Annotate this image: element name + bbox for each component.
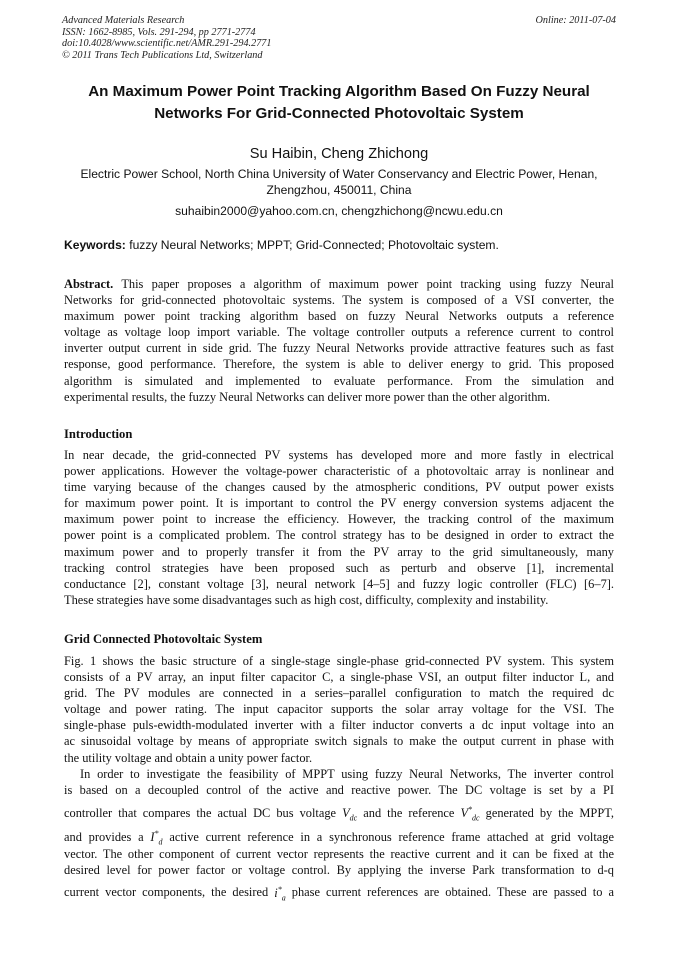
- grid-line: current vector components, the desired $i^*_a$ phase current references are obtained. These are passed to a: [64, 884, 614, 902]
- abstract-line: Abstract. This paper proposes a algorithm of maximum power point tracking using fuzzy Neural: [64, 277, 615, 291]
- grid-line: desired level for power factor or voltage control. By applying the inverse Park transformation to d-q: [64, 863, 614, 878]
- grid-section-heading: Grid Connected Photovoltaic System: [64, 632, 263, 646]
- affiliation: [62, 167, 616, 198]
- grid-line: In order to investigate the feasibility of MPPT using fuzzy Neural Networks, The inverter control: [80, 767, 614, 781]
- copyright-line: © 2011 Trans Tech Publications Ltd, Switzerland: [62, 49, 263, 61]
- grid-paragraph-2: [64, 766, 614, 900]
- keywords-text: fuzzy Neural Networks; MPPT; Grid-Connected; Photovoltaic system.: [129, 238, 499, 252]
- abstract-line: inverter output current in side grid. The fuzzy Neural Networks provide attractive features such as fast: [64, 341, 614, 356]
- introduction-heading: Introduction: [64, 427, 133, 441]
- abstract-line: response, good performance. Therefore, the system is able to deliver energy to grid. This proposed: [64, 357, 614, 372]
- grid-line: the utility voltage and obtain a unity power factor.: [64, 750, 313, 765]
- grid-line: is based on a decoupled control of the active and reactive power. The DC voltage is set by a PI: [64, 783, 614, 798]
- introduction-paragraph: [64, 447, 614, 608]
- abstract-line: experimental results, the fuzzy Neural Networks can deliver more power than the other algorithm.: [64, 389, 551, 404]
- author-emails: suhaibin2000@yahoo.com.cn, chengzhichong@ncwu.edu.cn: [175, 204, 503, 218]
- affiliation-line-1: Electric Power School, North China University of Water Conservancy and Electric Power, Henan,: [80, 167, 598, 181]
- intro-line: power point is a complicated problem. The control strategy has to be designed in order to extract the: [64, 528, 614, 543]
- grid-line: single-phase puls-ewidth-modulated inverter with a filter inductor converts a dc input voltage into an: [64, 718, 614, 733]
- abstract-line: Networks for grid-connected photovoltaic systems. The system is composed of a VSI converter, the: [64, 293, 614, 308]
- abstract-line: algorithm is simulated and implemented to evaluate performance. From the simulation and: [64, 373, 614, 388]
- intro-line: These strategies have some disadvantages such as high cost, difficulty, complexity and instability.: [64, 592, 549, 607]
- ia-reference-symbol: $i^*_a$: [274, 884, 286, 902]
- grid-line: vector. The other component of current vector represents the reactive current and it can be fixed at the: [64, 847, 614, 862]
- abstract: [64, 276, 614, 405]
- intro-line: In near decade, the grid-connected PV systems has developed more and more fastly in electrical: [64, 448, 614, 462]
- abstract-line: voltage as voltage loop import variable. The voltage controller outputs a reference current to control: [64, 325, 614, 340]
- grid-line: grid. The PV modules are connected in a series–parallel configuration to match the required dc: [64, 686, 614, 701]
- grid-line: ac sinusoidal voltage by means of appropriate switch signals to make the output current in phase with: [64, 734, 614, 749]
- vdc-symbol: $V_{dc}$: [342, 806, 358, 823]
- vdc-reference-symbol: $V^*_{dc}$: [460, 805, 480, 823]
- id-reference-symbol: $I^*_d$: [150, 829, 163, 847]
- intro-line: for maximum power point. It is important to control the PV energy conversion systems adjacent the: [64, 496, 614, 511]
- issn-line: ISSN: 1662-8985, Vols. 291-294, pp 2771-2774: [62, 26, 256, 38]
- intro-line: tracking control strategies have been proposed such as perturb and observe [1], incremental: [64, 560, 614, 575]
- journal-name: Advanced Materials Research: [62, 15, 185, 26]
- online-date: Online: 2011-07-04: [535, 15, 616, 26]
- grid-line: voltage and power rating. The input capacitor supports the solar array voltage for the VSI. The: [64, 702, 614, 717]
- title-line-2: Networks For Grid-Connected Photovoltaic System: [154, 105, 524, 122]
- affiliation-line-2: Zhengzhou, 450011, China: [266, 182, 412, 197]
- title-line-1: An Maximum Power Point Tracking Algorithm Based On Fuzzy Neural: [88, 83, 590, 100]
- authors: Su Haibin, Cheng Zhichong: [249, 146, 429, 162]
- intro-line: maximum power and to properly transfer it from the PV array to the grid simultaneously, many: [64, 544, 614, 559]
- intro-line: conductance [2], constant voltage [3], neural network [4–5] and fuzzy logic controller (FLC) [6–7].: [64, 576, 614, 591]
- keywords: [64, 238, 614, 253]
- grid-line: and provides a $I^*_d$ active current reference in a synchronous reference frame attached at grid voltage: [64, 829, 614, 847]
- grid-paragraph-1: [64, 653, 614, 766]
- paper-title: [50, 81, 628, 125]
- journal-header: [62, 15, 271, 61]
- abstract-line: maximum power point tracking algorithm based on fuzzy Neural Networks outputs a reference: [64, 309, 614, 324]
- intro-line: time varying because of the changes caused by the atmospheric conditions, PV output power exists: [64, 480, 614, 495]
- intro-line: power applications. However the voltage-power characteristic of a photovoltaic array is nonlinear and: [64, 464, 614, 479]
- doi-line: doi:10.4028/www.scientific.net/AMR.291-294.2771: [62, 38, 272, 50]
- keywords-label: Keywords:: [64, 238, 126, 252]
- grid-line: controller that compares the actual DC bus voltage $V_{dc}$ and the reference $V^*_{dc}$ generated by the MPPT,: [64, 805, 614, 823]
- grid-line: consists of a PV array, an input filter capacitor C, a single-phase VSI, an output filter inductor L, and: [64, 670, 614, 685]
- abstract-label: Abstract.: [64, 277, 114, 291]
- intro-line: maximum power point to increase the efficiency. However, the tracking control of the maximum: [64, 512, 614, 527]
- grid-line: Fig. 1 shows the basic structure of a single-stage single-phase grid-connected PV system. This system: [64, 654, 614, 668]
